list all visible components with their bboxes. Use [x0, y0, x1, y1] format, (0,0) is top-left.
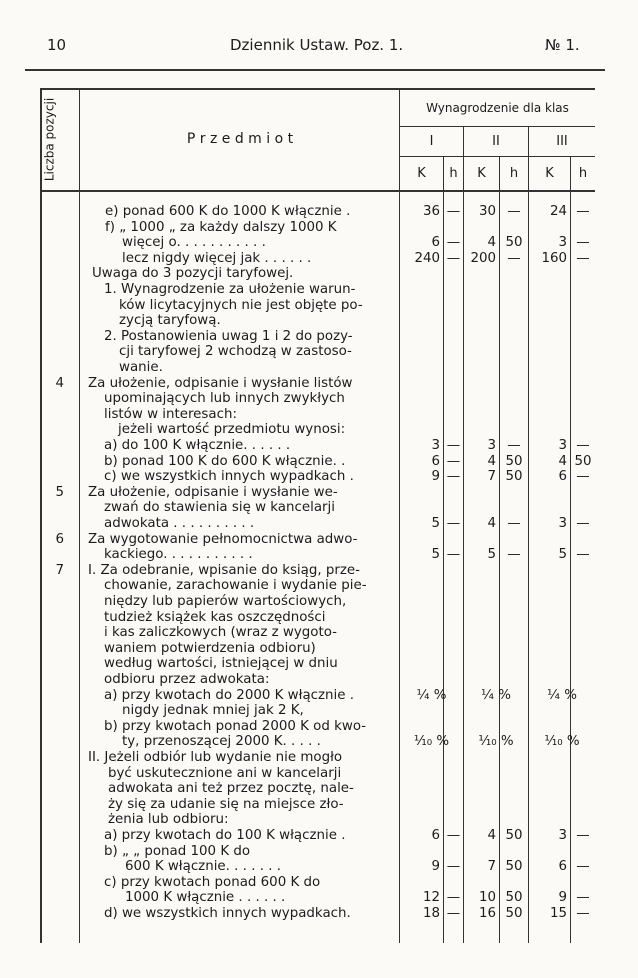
page-number: 10	[47, 36, 67, 54]
row-text: adwokata . . . . . . . . . .	[104, 516, 255, 531]
class-1-k-value: 5	[431, 547, 440, 563]
class-1-percent: ¹⁄₁₀ %	[413, 734, 450, 750]
class-3-h-value: —	[576, 438, 590, 453]
row-text: cji taryfowej 2 wchodzą w zastoso-	[119, 344, 352, 360]
class-3-h-value: —	[576, 906, 590, 921]
row-text: waniem potwierdzenia odbioru)	[104, 640, 316, 656]
class-3-h-value: —	[576, 859, 590, 875]
lp-column-header: Liczba pozycji	[42, 97, 57, 182]
class-3-h-value: —	[576, 890, 590, 906]
class-2-k-value: 4	[487, 453, 496, 469]
class-2-h-value: 50	[505, 828, 523, 843]
header-rule	[25, 69, 605, 71]
row-text: 1. Wynagrodzenie za ułożenie warun-	[104, 282, 356, 297]
position-number: 7	[55, 562, 64, 578]
row-text: e) ponad 600 K do 1000 K włącznie .	[105, 204, 351, 219]
row-text: c) we wszystkich innych wypadkach .	[104, 469, 354, 485]
row-text: kackiego. . . . . . . . . . .	[104, 547, 253, 563]
table-left-border	[40, 88, 42, 943]
class-2-k-value: 7	[487, 859, 496, 875]
position-number: 6	[55, 531, 64, 547]
position-number: 4	[55, 375, 64, 391]
class-2-h-header: h	[509, 166, 519, 181]
subject-column-header: P r z e d m i o t	[186, 131, 294, 147]
class-1-h-value: —	[446, 204, 461, 219]
page-title: Dziennik Ustaw. Poz. 1.	[230, 36, 404, 54]
class-1-h-value: —	[446, 438, 461, 453]
class-1-k-value: 3	[431, 438, 440, 453]
row-text: nigdy jednak mniej jak 2 K,	[122, 703, 304, 719]
class-2-percent: ¹⁄₁₀ %	[478, 734, 514, 750]
row-text: być uskutecznione ani w kancelarji	[108, 765, 342, 781]
class-1-h-value: —	[446, 235, 461, 251]
class-3-k-value: 5	[558, 547, 567, 563]
row-text: a) do 100 K włącznie. . . . . .	[104, 438, 291, 453]
class-1-h-header: h	[449, 166, 458, 181]
class-2-h-value: 50	[505, 453, 523, 469]
class-2-header: II	[492, 134, 500, 149]
class-2-h-value: —	[507, 438, 521, 453]
class-3-k-value: 3	[558, 235, 567, 251]
class-3-h-value: —	[576, 547, 590, 563]
row-text: więcej o. . . . . . . . . . .	[122, 235, 266, 251]
class-3-k-value: 3	[558, 516, 567, 531]
row-text: Za ułożenie, odpisanie i wysłanie we-	[88, 484, 338, 500]
class-2-k-value: 3	[487, 438, 496, 453]
class-2-h-value: 50	[505, 469, 523, 485]
class-3-k-value: 4	[558, 453, 567, 469]
class-1-h-value: —	[446, 828, 461, 843]
class-3-k-header: K	[545, 166, 554, 181]
class-1-h-value: —	[446, 453, 461, 469]
row-text: d) we wszystkich innych wypadkach.	[104, 906, 351, 921]
row-text: II. Jeżeli odbiór lub wydanie nie mogło	[88, 750, 343, 765]
class-3-k-value: 3	[558, 438, 567, 453]
class-1-h-value: —	[446, 890, 461, 906]
row-text: żenia lub odbioru:	[108, 812, 229, 828]
class-2-h-value: —	[507, 204, 521, 219]
class-2-k-value: 7	[487, 469, 496, 485]
row-text: b) ponad 100 K do 600 K włącznie. .	[104, 453, 346, 469]
row-text: f) „ 1000 „ za każdy dalszy 1000 K	[105, 219, 337, 235]
row-text: adwokata ani też przez pocztę, nale-	[108, 781, 354, 797]
class-3-h-value: —	[576, 469, 590, 485]
class-2-k-header: K	[477, 166, 486, 181]
class-2-k-value: 16	[478, 906, 496, 921]
class-1-k-value: 6	[431, 235, 440, 251]
class-3-h-value: 50	[574, 453, 592, 469]
class-1-k-header: K	[417, 166, 426, 181]
lp-col-rule	[79, 88, 80, 943]
class-2-h-value: 50	[505, 235, 523, 251]
class-3-k-value: 24	[549, 204, 567, 219]
class-3-k-value: 15	[549, 906, 567, 921]
wage-group-header: Wynagrodzenie dla klas	[426, 101, 569, 115]
row-text: i kas zaliczkowych (wraz z wygoto-	[104, 625, 338, 641]
class-1-k-value: 9	[431, 859, 440, 875]
class-1-k-value: 36	[422, 204, 440, 219]
row-text: b) „ „ ponad 100 K do	[104, 843, 251, 859]
class-2-k-value: 5	[487, 547, 496, 563]
row-text: 1000 K włącznie . . . . . .	[125, 890, 286, 906]
row-text: listów w interesach:	[104, 406, 237, 422]
row-text: wanie.	[119, 360, 163, 375]
class-2-k-value: 4	[487, 235, 496, 251]
class-3-k-value: 3	[558, 828, 567, 843]
class-3-h-value: —	[576, 516, 590, 531]
class-1-k-value: 9	[431, 469, 440, 485]
position-number: 5	[55, 484, 64, 500]
class-1-h-value: —	[446, 516, 461, 531]
class-3-percent: ¹⁄₁₀ %	[544, 734, 580, 750]
class-3-h-value: —	[576, 828, 590, 843]
class-2-h-value: 50	[505, 890, 523, 906]
row-text: a) przy kwotach do 100 K włącznie .	[104, 828, 346, 843]
class-2-k-value: 30	[478, 204, 496, 219]
class-1-k-value: 240	[414, 250, 440, 266]
class-3-percent: ¼ %	[547, 687, 577, 703]
row-text: tudzież książek kas oszczędności	[104, 609, 326, 625]
row-text: jeżeli wartość przedmiotu wynosi:	[118, 422, 346, 438]
class-1-header: I	[429, 134, 434, 149]
class-3-k-value: 9	[558, 890, 567, 906]
row-text: chowanie, zarachowanie i wydanie pie-	[104, 578, 367, 594]
table-top-border	[40, 88, 595, 90]
class-2-k-value: 200	[470, 250, 496, 266]
row-text: niędzy lub papierów wartościowych,	[104, 594, 347, 609]
class-1-k-value: 6	[431, 453, 440, 469]
class-1-h-value: —	[446, 547, 461, 563]
row-text: 600 K włącznie. . . . . . .	[125, 859, 281, 875]
row-text: Za wygotowanie pełnomocnictwa adwo-	[88, 531, 358, 547]
class-1-k-value: 6	[431, 828, 440, 843]
class-3-h-value: —	[576, 250, 590, 266]
class-3-header: III	[556, 134, 568, 149]
row-text: 2. Postanowienia uwag 1 i 2 do pozy-	[104, 328, 353, 344]
class-2-k-value: 4	[487, 516, 496, 531]
row-text: lecz nigdy więcej jak . . . . . .	[122, 250, 312, 266]
class-3-k-value: 6	[558, 859, 567, 875]
class-1-h-value: —	[446, 906, 461, 921]
class-2-h-value: —	[507, 547, 521, 563]
class-1-h-value: —	[446, 859, 461, 875]
row-text: I. Za odebranie, wpisanie do ksiąg, prze-	[88, 562, 360, 578]
row-text: ków licytacyjnych nie jest objęte po-	[119, 297, 363, 313]
class-2-k-value: 10	[478, 890, 496, 906]
class-2-h-value: 50	[505, 859, 523, 875]
row-text: według wartości, istniejącej w dniu	[104, 656, 338, 672]
header-bottom-rule	[40, 190, 595, 192]
class-1-percent: ¼ %	[416, 687, 447, 703]
class-3-h-value: —	[576, 235, 590, 251]
class-1-k-value: 18	[422, 906, 440, 921]
row-text: a) przy kwotach do 2000 K włącznie .	[104, 687, 354, 703]
group-header-rule	[400, 126, 595, 127]
row-text: b) przy kwotach ponad 2000 K od kwo-	[104, 718, 367, 734]
class-3-h-header: h	[578, 166, 588, 181]
row-text: ży się za udanie się na miejsce zło-	[108, 796, 344, 812]
class-3-h-value: —	[576, 204, 590, 219]
class-1-k-value: 12	[422, 890, 440, 906]
row-text: odbioru przez adwokata:	[104, 672, 270, 687]
class-1-k-value: 5	[431, 516, 440, 531]
row-text: zwań do stawienia się w kancelarji	[104, 500, 335, 516]
row-text: zycją taryfową.	[119, 313, 221, 329]
issue-number: № 1.	[545, 36, 580, 54]
row-text: Za ułożenie, odpisanie i wysłanie listów	[88, 375, 353, 391]
class-header-rule	[400, 156, 595, 157]
class-3-k-value: 6	[558, 469, 567, 485]
class-3-k-value: 160	[541, 250, 567, 266]
class-1-h-value: —	[446, 250, 461, 266]
row-text: Uwaga do 3 pozycji taryfowej.	[92, 266, 294, 282]
class-2-percent: ¼ %	[481, 687, 511, 703]
class-2-h-value: 50	[505, 906, 523, 921]
class-2-h-value: —	[507, 516, 521, 531]
row-text: ty, przenoszącej 2000 K. . . . .	[122, 734, 321, 750]
row-text: upominających lub innych zwykłych	[104, 391, 345, 407]
row-text: c) przy kwotach ponad 600 K do	[104, 874, 321, 890]
class-2-h-value: —	[507, 250, 521, 266]
class-2-k-value: 4	[487, 828, 496, 843]
class-1-h-value: —	[446, 469, 461, 485]
